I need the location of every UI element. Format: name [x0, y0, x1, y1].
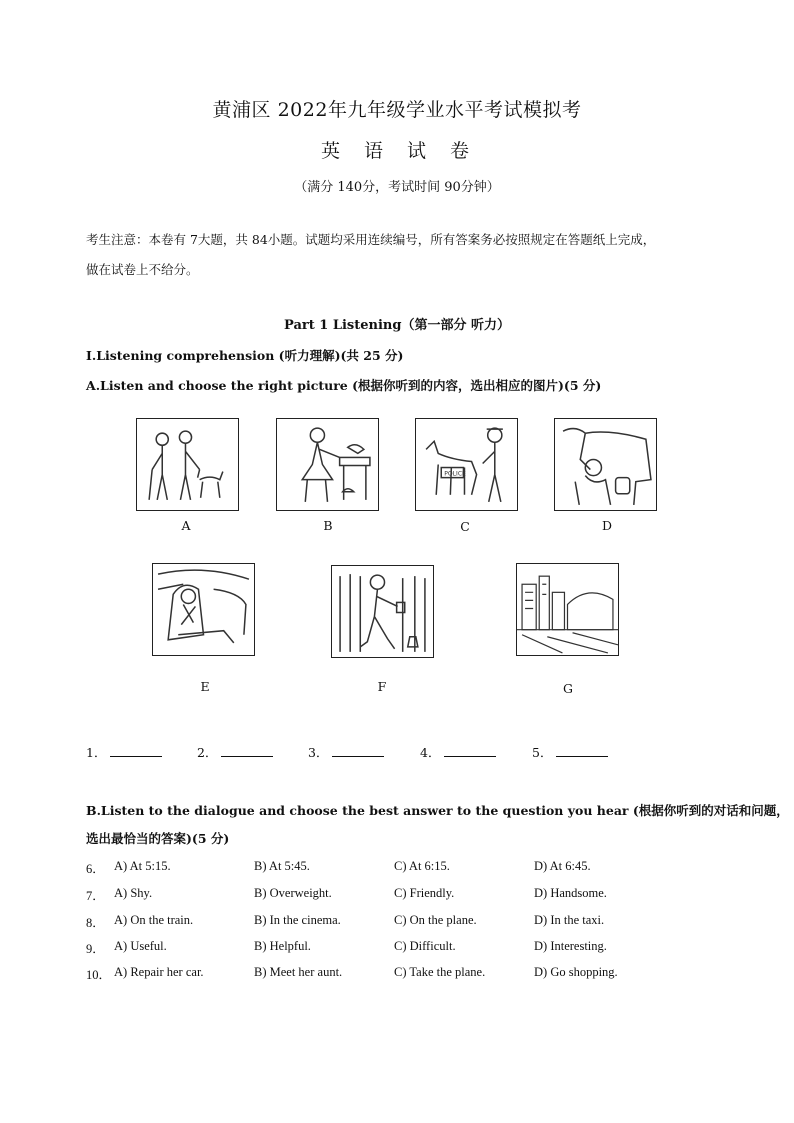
option-d[interactable]: D) Go shopping.: [534, 965, 618, 979]
picture-letter-f: F: [377, 679, 387, 694]
option-b[interactable]: B) Helpful.: [254, 939, 311, 953]
picture-letter-b: B: [323, 518, 333, 533]
option-d[interactable]: D) Interesting.: [534, 939, 607, 953]
sectionB-title-line2: 选出最恰当的答案)(5 分): [86, 831, 230, 846]
answer-blank-5[interactable]: [532, 743, 608, 761]
girl-feeding-birds-picture: [276, 418, 379, 511]
option-c[interactable]: C) On the plane.: [394, 913, 477, 927]
answer-blank-1[interactable]: [86, 743, 162, 761]
notice-line-2: 做在试卷上不给分。: [86, 262, 199, 277]
boy-painting-fence-picture: [331, 565, 434, 658]
option-a[interactable]: A) Repair her car.: [114, 965, 204, 979]
option-b[interactable]: B) In the cinema.: [254, 913, 341, 927]
svg-text:POLICE: POLICE: [444, 470, 466, 478]
picture-letter-d: D: [601, 518, 613, 533]
sectionA-title: A.Listen and choose the right picture (根据你听到的内容，选出相应的图片)(5 分): [86, 378, 602, 393]
score-info: （满分 140分，考试时间 90分钟）: [294, 180, 500, 195]
answer-blank-2[interactable]: [197, 743, 273, 761]
option-a[interactable]: A) Shy.: [114, 886, 153, 900]
option-d[interactable]: D) Handsome.: [534, 886, 607, 900]
question-number: 8．: [86, 916, 105, 930]
child-in-car-seat-picture: [152, 563, 255, 656]
question-number: 6．: [86, 862, 105, 876]
option-c[interactable]: C) Difficult.: [394, 939, 456, 953]
answer-blank-4[interactable]: [420, 743, 496, 761]
picture-letter-e: E: [200, 679, 210, 694]
picture-letter-c: C: [460, 519, 470, 534]
exam-subtitle: 英 语 试 卷: [320, 140, 474, 162]
blank-number: 2．: [197, 745, 218, 760]
sectionB-title-line1: B.Listen to the dialogue and choose the best answer to the question you hear (根据你听到的对话和问题，: [86, 803, 789, 818]
police-officer-with-dog-picture: [415, 418, 518, 511]
notice-line-1: 考生注意：本卷有 7大题，共 84小题。试题均采用连续编号，所有答案务必按照规定在答题纸上完成，: [86, 232, 656, 247]
farmer-with-cow-picture: [554, 418, 657, 511]
exam-title: 黄浦区 2022年九年级学业水平考试模拟考: [212, 99, 582, 121]
blank-number: 1．: [86, 745, 107, 760]
option-a[interactable]: A) At 5:15.: [114, 859, 171, 873]
blind-person-with-guide-dog-picture: [136, 418, 239, 511]
option-d[interactable]: D) At 6:45.: [534, 859, 591, 873]
option-a[interactable]: A) Useful.: [114, 939, 167, 953]
option-c[interactable]: C) At 6:15.: [394, 859, 450, 873]
question-number: 9．: [86, 942, 105, 956]
question-number: 10．: [86, 968, 112, 982]
option-d[interactable]: D) In the taxi.: [534, 913, 605, 927]
option-c[interactable]: C) Friendly.: [394, 886, 455, 900]
option-c[interactable]: C) Take the plane.: [394, 965, 486, 979]
exam-notice: [86, 225, 726, 285]
blank-number: 4．: [420, 745, 441, 760]
question-number: 7．: [86, 889, 105, 903]
blank-number: 5．: [532, 745, 553, 760]
answer-blank-3[interactable]: [308, 743, 384, 761]
blank-number: 3．: [308, 745, 329, 760]
option-b[interactable]: B) Overweight.: [254, 886, 332, 900]
section1-title: Ⅰ.Listening comprehension (听力理解)(共 25 分): [86, 348, 404, 363]
option-b[interactable]: B) At 5:45.: [254, 859, 310, 873]
picture-letter-a: A: [181, 518, 191, 533]
option-b[interactable]: B) Meet her aunt.: [254, 965, 343, 979]
option-a[interactable]: A) On the train.: [114, 913, 194, 927]
part1-title: Part 1 Listening（第一部分 听力）: [284, 318, 510, 333]
picture-letter-g: G: [563, 681, 573, 696]
city-street-picture: [516, 563, 619, 656]
